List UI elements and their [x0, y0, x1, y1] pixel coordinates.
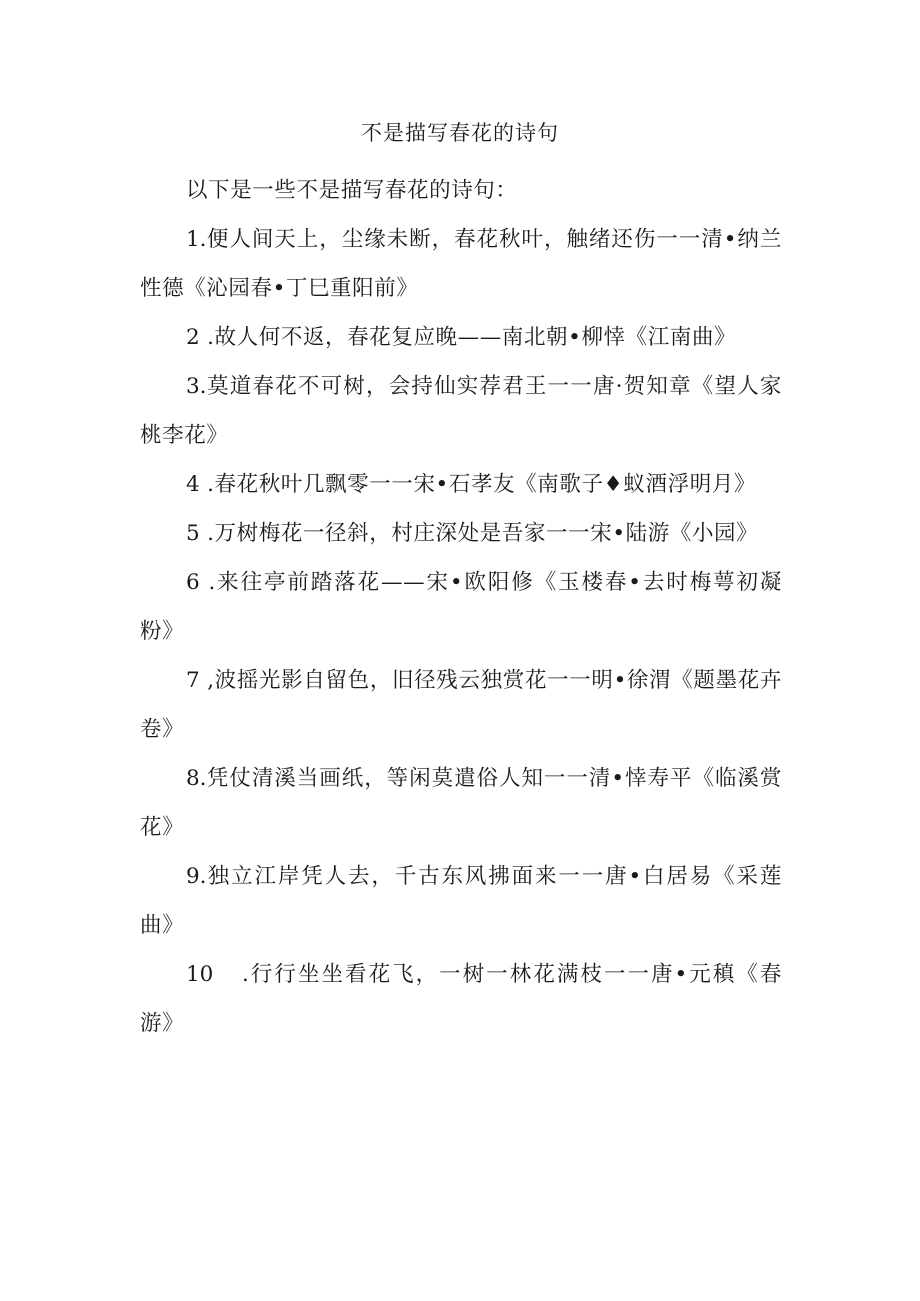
item-number: 6 [186, 570, 200, 595]
item-text: 独立江岸凭人去，千古东风拂面来一一唐•白居易《采莲曲》 [140, 864, 782, 938]
item-text: .万树梅花一径斜，村庄深处是吾家一一宋•陆游《小园》 [207, 521, 759, 546]
item-number: 1. [186, 227, 207, 252]
poem-line-5 [140, 509, 782, 558]
item-text: .来往亭前踏落花——宋•欧阳修《玉楼春•去时梅萼初凝粉》 [140, 570, 782, 644]
document-body [140, 166, 782, 1048]
item-number: 2 [186, 325, 200, 350]
item-number: 4 [186, 472, 200, 497]
item-number: 3. [186, 374, 207, 399]
item-text: 莫道春花不可树，会持仙实荐君王一一唐·贺知章《望人家桃李花》 [140, 374, 782, 448]
poem-line-9 [140, 852, 782, 950]
poem-line-10 [140, 950, 782, 1048]
item-text: .故人何不返，春花复应晚——南北朝•柳悻《江南曲》 [207, 325, 737, 350]
item-number: 8. [186, 766, 207, 791]
poem-line-1 [140, 215, 782, 313]
document-title: 不是描写春花的诗句 [361, 121, 559, 145]
item-number: 9. [186, 864, 207, 889]
item-number: 10 [186, 962, 214, 987]
poem-line-4 [140, 460, 782, 509]
poem-line-3 [140, 362, 782, 460]
poem-line-2 [140, 313, 782, 362]
item-text: ,波摇光影自留色，旧径残云独赏花一一明•徐渭《题墨花卉卷》 [140, 668, 783, 742]
poem-line-7 [140, 656, 782, 754]
poem-line-8 [140, 754, 782, 852]
item-number: 5 [186, 521, 200, 546]
item-text: 便人间天上，尘缘未断，春花秋叶，触绪还伤一一清•纳兰性德《沁园春•丁巳重阳前》 [140, 227, 782, 301]
item-text: .行行坐坐看花飞，一树一林花满枝一一唐•元稹《春游》 [140, 962, 782, 1036]
poem-line-6 [140, 558, 782, 656]
intro-paragraph: 以下是一些不是描写春花的诗句： [186, 178, 518, 203]
item-text: 凭仗清溪当画纸，等闲莫遣俗人知一一清•悻寿平《临溪赏花》 [140, 766, 782, 840]
item-number: 7 [186, 668, 200, 693]
item-text: .春花秋叶几飘零一一宋•石孝友《南歌子♦蚁酒浮明月》 [207, 472, 757, 497]
